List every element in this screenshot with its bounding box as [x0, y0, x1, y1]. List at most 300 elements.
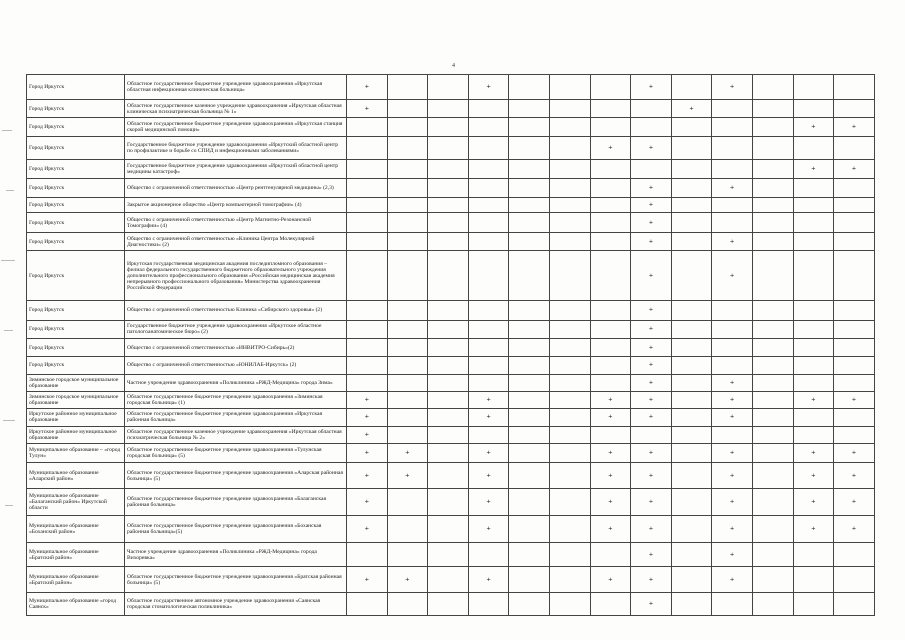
mark-cell: [752, 463, 793, 489]
table-row: [27, 75, 875, 100]
mark-cell: +: [347, 409, 388, 426]
mark-cell: +: [712, 232, 753, 250]
mark-cell: [752, 409, 793, 426]
mark-cell: +: [793, 489, 834, 516]
table-row: [27, 251, 875, 301]
mark-cell: +: [631, 178, 672, 197]
mark-cell: [590, 251, 631, 301]
mark-cell: [834, 136, 875, 160]
mark-cell: +: [347, 443, 388, 462]
mark-cell: +: [631, 251, 672, 301]
mark-cell: [712, 118, 753, 136]
mark-cell: [712, 426, 753, 443]
mark-cell: [509, 99, 550, 117]
mark-cell: +: [712, 567, 753, 593]
mark-cell: [347, 320, 388, 338]
mark-cell: [834, 593, 875, 616]
mark-cell: [549, 75, 590, 100]
mark-cell: [834, 409, 875, 426]
mark-cell: [671, 213, 712, 232]
mark-cell: [387, 178, 428, 197]
municipality-cell: Город Иркутск: [27, 301, 125, 320]
mark-cell: +: [712, 543, 753, 567]
mark-cell: +: [631, 338, 672, 356]
mark-cell: [590, 75, 631, 100]
mark-cell: [347, 118, 388, 136]
mark-cell: [671, 338, 712, 356]
mark-cell: +: [347, 516, 388, 543]
table-row: [27, 136, 875, 160]
mark-cell: [752, 213, 793, 232]
organization-cell: Областное государственное казенное учреждение здравоохранения «Иркутская областная клиническая психиатрическая больница № 1»: [125, 99, 347, 117]
mark-cell: [752, 489, 793, 516]
mark-cell: +: [590, 489, 631, 516]
table-row: [27, 443, 875, 462]
mark-cell: +: [387, 443, 428, 462]
mark-cell: [752, 75, 793, 100]
mark-cell: [549, 160, 590, 178]
mark-cell: +: [834, 118, 875, 136]
mark-cell: [509, 463, 550, 489]
mark-cell: [671, 543, 712, 567]
table-row: [27, 567, 875, 593]
mark-cell: +: [468, 409, 509, 426]
mark-cell: +: [631, 543, 672, 567]
municipality-cell: Город Иркутск: [27, 99, 125, 117]
mark-cell: [834, 178, 875, 197]
mark-cell: +: [712, 374, 753, 391]
mark-cell: [549, 357, 590, 374]
mark-cell: +: [712, 489, 753, 516]
mark-cell: [468, 251, 509, 301]
table-row: [27, 118, 875, 136]
mark-cell: [428, 251, 469, 301]
mark-cell: +: [590, 443, 631, 462]
mark-cell: +: [793, 516, 834, 543]
mark-cell: [428, 593, 469, 616]
mark-cell: [549, 99, 590, 117]
mark-cell: [590, 99, 631, 117]
mark-cell: [631, 160, 672, 178]
mark-cell: [509, 443, 550, 462]
mark-cell: [712, 213, 753, 232]
mark-cell: +: [590, 136, 631, 160]
mark-cell: [834, 567, 875, 593]
mark-cell: +: [712, 443, 753, 462]
mark-cell: [387, 99, 428, 117]
mark-cell: [752, 391, 793, 408]
mark-cell: [549, 567, 590, 593]
mark-cell: [793, 593, 834, 616]
mark-cell: [793, 213, 834, 232]
mark-cell: [712, 198, 753, 213]
mark-cell: [590, 426, 631, 443]
municipality-cell: Муниципальное образование «город Саянск»: [27, 593, 125, 616]
mark-cell: +: [631, 198, 672, 213]
mark-cell: [428, 301, 469, 320]
mark-cell: [590, 357, 631, 374]
organization-cell: Областное государственное бюджетное учреждение здравоохранения «Тулунская городская больница» (5): [125, 443, 347, 462]
table-row: [27, 516, 875, 543]
mark-cell: +: [631, 136, 672, 160]
mark-cell: +: [631, 516, 672, 543]
mark-cell: [671, 160, 712, 178]
scan-margin-noise: [0, 0, 24, 640]
mark-cell: [428, 213, 469, 232]
mark-cell: +: [631, 593, 672, 616]
mark-cell: +: [671, 99, 712, 117]
organization-cell: Областное государственное казенное учреждение здравоохранения «Иркутская областная психиатрическая больница № 2»: [125, 426, 347, 443]
mark-cell: [549, 213, 590, 232]
mark-cell: +: [468, 567, 509, 593]
mark-cell: [509, 301, 550, 320]
mark-cell: [549, 443, 590, 462]
mark-cell: [793, 374, 834, 391]
mark-cell: +: [793, 118, 834, 136]
mark-cell: [428, 178, 469, 197]
mark-cell: [468, 426, 509, 443]
municipality-cell: Город Иркутск: [27, 160, 125, 178]
mark-cell: [752, 567, 793, 593]
mark-cell: [671, 136, 712, 160]
mark-cell: [509, 543, 550, 567]
mark-cell: [834, 232, 875, 250]
mark-cell: [387, 516, 428, 543]
mark-cell: [671, 516, 712, 543]
mark-cell: +: [468, 516, 509, 543]
organization-cell: Областное государственное бюджетное учреждение здравоохранения «Балаганская районная больница»: [125, 489, 347, 516]
mark-cell: [590, 118, 631, 136]
mark-cell: [428, 543, 469, 567]
mark-cell: [468, 338, 509, 356]
mark-cell: [468, 136, 509, 160]
mark-cell: [387, 136, 428, 160]
organization-cell: Государственное бюджетное учреждение здравоохранения «Иркутский областной центр по профилактике и борьбе со СПИД и инфекционными заболеваниями»: [125, 136, 347, 160]
mark-cell: [468, 320, 509, 338]
mark-cell: [549, 426, 590, 443]
mark-cell: [752, 443, 793, 462]
mark-cell: [752, 301, 793, 320]
mark-cell: +: [590, 463, 631, 489]
mark-cell: +: [468, 75, 509, 100]
mark-cell: [752, 99, 793, 117]
mark-cell: +: [387, 463, 428, 489]
mark-cell: +: [631, 357, 672, 374]
mark-cell: [752, 118, 793, 136]
mark-cell: [428, 357, 469, 374]
mark-cell: [712, 593, 753, 616]
mark-cell: [509, 136, 550, 160]
mark-cell: +: [631, 489, 672, 516]
mark-cell: +: [631, 213, 672, 232]
mark-cell: [509, 178, 550, 197]
mark-cell: [590, 338, 631, 356]
mark-cell: +: [347, 99, 388, 117]
mark-cell: +: [387, 567, 428, 593]
mark-cell: [347, 198, 388, 213]
mark-cell: +: [347, 489, 388, 516]
mark-cell: [712, 136, 753, 160]
mark-cell: [712, 301, 753, 320]
mark-cell: [428, 391, 469, 408]
mark-cell: [509, 489, 550, 516]
mark-cell: [752, 593, 793, 616]
mark-cell: [428, 232, 469, 250]
mark-cell: [671, 426, 712, 443]
mark-cell: [793, 567, 834, 593]
mark-cell: [549, 593, 590, 616]
mark-cell: [387, 198, 428, 213]
mark-cell: [631, 426, 672, 443]
mark-cell: [428, 443, 469, 462]
mark-cell: [387, 426, 428, 443]
mark-cell: [549, 320, 590, 338]
mark-cell: [387, 232, 428, 250]
mark-cell: [590, 198, 631, 213]
mark-cell: [509, 213, 550, 232]
mark-cell: [590, 374, 631, 391]
table-row: [27, 198, 875, 213]
mark-cell: [468, 357, 509, 374]
mark-cell: [834, 75, 875, 100]
mark-cell: [347, 232, 388, 250]
mark-cell: [549, 543, 590, 567]
mark-cell: [428, 489, 469, 516]
mark-cell: [468, 301, 509, 320]
mark-cell: [387, 409, 428, 426]
mark-cell: [752, 374, 793, 391]
mark-cell: +: [468, 443, 509, 462]
organization-cell: Общество с ограниченной ответственностью «Центр Магнитно-Резонансной Томографии» (4): [125, 213, 347, 232]
mark-cell: [468, 543, 509, 567]
organization-cell: Областное государственное бюджетное учреждение здравоохранения «Иркутская станция скорой медицинской помощи»: [125, 118, 347, 136]
mark-cell: [428, 198, 469, 213]
mark-cell: [793, 338, 834, 356]
mark-cell: +: [712, 391, 753, 408]
mark-cell: [793, 320, 834, 338]
mark-cell: [509, 198, 550, 213]
mark-cell: [752, 516, 793, 543]
mark-cell: [671, 443, 712, 462]
mark-cell: [468, 198, 509, 213]
mark-cell: [468, 99, 509, 117]
mark-cell: [509, 75, 550, 100]
mark-cell: +: [712, 463, 753, 489]
mark-cell: [509, 320, 550, 338]
mark-cell: [752, 251, 793, 301]
mark-cell: [387, 593, 428, 616]
mark-cell: [590, 178, 631, 197]
organization-cell: Частное учреждение здравоохранения «Поликлиника «РЖД-Медицина» города Зима»: [125, 374, 347, 391]
page-number: 4: [452, 63, 455, 69]
mark-cell: [834, 357, 875, 374]
mark-cell: +: [347, 391, 388, 408]
mark-cell: [752, 160, 793, 178]
mark-cell: [428, 99, 469, 117]
mark-cell: +: [631, 463, 672, 489]
mark-cell: +: [590, 567, 631, 593]
mark-cell: [793, 232, 834, 250]
mark-cell: [387, 338, 428, 356]
table-row: [27, 301, 875, 320]
mark-cell: [428, 567, 469, 593]
mark-cell: +: [468, 391, 509, 408]
mark-cell: +: [834, 463, 875, 489]
mark-cell: [671, 391, 712, 408]
mark-cell: [834, 543, 875, 567]
mark-cell: +: [793, 443, 834, 462]
mark-cell: [549, 489, 590, 516]
mark-cell: [671, 232, 712, 250]
municipality-cell: Город Иркутск: [27, 251, 125, 301]
mark-cell: [387, 118, 428, 136]
mark-cell: [428, 516, 469, 543]
municipality-cell: Муниципальное образование «Балаганский район» Иркутской области: [27, 489, 125, 516]
mark-cell: [509, 118, 550, 136]
mark-cell: [671, 593, 712, 616]
mark-cell: [549, 198, 590, 213]
mark-cell: [549, 391, 590, 408]
mark-cell: [509, 426, 550, 443]
organization-cell: Областное государственное бюджетное учреждение здравоохранения «Боханская районная больница»(5): [125, 516, 347, 543]
mark-cell: [387, 374, 428, 391]
municipality-cell: Город Иркутск: [27, 75, 125, 100]
mark-cell: [834, 301, 875, 320]
mark-cell: +: [631, 232, 672, 250]
mark-cell: [428, 426, 469, 443]
mark-cell: [347, 301, 388, 320]
municipality-cell: Муниципальное образование «Братский район»: [27, 567, 125, 593]
mark-cell: [793, 75, 834, 100]
mark-cell: [793, 301, 834, 320]
table-row: [27, 320, 875, 338]
municipality-cell: Иркутское районное муниципальное образование: [27, 409, 125, 426]
mark-cell: [428, 75, 469, 100]
mark-cell: [752, 338, 793, 356]
municipality-cell: Муниципальное образование – «город Тулун»: [27, 443, 125, 462]
organization-cell: Общество с ограниченной ответственностью «Центр рентгенулярной медицины» (2,3): [125, 178, 347, 197]
mark-cell: [590, 160, 631, 178]
mark-cell: [712, 99, 753, 117]
mark-cell: [590, 301, 631, 320]
mark-cell: +: [834, 443, 875, 462]
mark-cell: [428, 118, 469, 136]
mark-cell: [509, 516, 550, 543]
mark-cell: [549, 374, 590, 391]
municipality-cell: Город Иркутск: [27, 136, 125, 160]
table-row: [27, 178, 875, 197]
municipality-cell: Муниципальное образование «Боханский район»: [27, 516, 125, 543]
mark-cell: +: [590, 391, 631, 408]
mark-cell: [509, 567, 550, 593]
mark-cell: [549, 251, 590, 301]
mark-cell: [387, 160, 428, 178]
mark-cell: [468, 232, 509, 250]
organization-cell: Частное учреждение здравоохранения «Поликлиника «РЖД-Медицина» города Вихоревка»: [125, 543, 347, 567]
mark-cell: [549, 178, 590, 197]
mark-cell: +: [793, 160, 834, 178]
mark-cell: +: [631, 391, 672, 408]
table-row: [27, 489, 875, 516]
mark-cell: +: [834, 160, 875, 178]
table-row: [27, 232, 875, 250]
mark-cell: [509, 357, 550, 374]
organization-cell: Областное государственное бюджетное учреждение здравоохранения «Аларская районная больница» (5): [125, 463, 347, 489]
mark-cell: +: [631, 409, 672, 426]
mark-cell: +: [712, 516, 753, 543]
mark-cell: [793, 409, 834, 426]
mark-cell: [468, 160, 509, 178]
mark-cell: [752, 426, 793, 443]
table-row: [27, 160, 875, 178]
organization-cell: Общество с ограниченной ответственностью «ИНВИТРО-Сибирь»(2): [125, 338, 347, 356]
mark-cell: [752, 543, 793, 567]
mark-cell: +: [631, 374, 672, 391]
mark-cell: [347, 593, 388, 616]
mark-cell: [752, 136, 793, 160]
table-row: [27, 409, 875, 426]
mark-cell: [671, 251, 712, 301]
mark-cell: +: [347, 463, 388, 489]
mark-cell: [509, 160, 550, 178]
mark-cell: +: [834, 489, 875, 516]
mark-cell: [752, 232, 793, 250]
mark-cell: [793, 251, 834, 301]
organization-cell: Общество с ограниченной ответственностью «Клиника Центра Молекулярной Диагностики» (2): [125, 232, 347, 250]
municipality-cell: Город Иркутск: [27, 198, 125, 213]
mark-cell: [428, 374, 469, 391]
mark-cell: [793, 198, 834, 213]
municipality-cell: Город Иркутск: [27, 320, 125, 338]
mark-cell: [347, 357, 388, 374]
mark-cell: [590, 213, 631, 232]
mark-cell: +: [631, 320, 672, 338]
municipality-cell: Город Иркутск: [27, 213, 125, 232]
mark-cell: [428, 136, 469, 160]
mark-cell: [671, 118, 712, 136]
mark-cell: +: [631, 301, 672, 320]
mark-cell: [834, 251, 875, 301]
mark-cell: +: [631, 567, 672, 593]
table-row: [27, 426, 875, 443]
mark-cell: [631, 99, 672, 117]
mark-cell: [712, 320, 753, 338]
mark-cell: [590, 320, 631, 338]
table-row: [27, 391, 875, 408]
mark-cell: [671, 567, 712, 593]
mark-cell: [428, 320, 469, 338]
organization-cell: Общество с ограниченной ответственностью «ЮНИЛАБ-Иркутск» (2): [125, 357, 347, 374]
mark-cell: [347, 213, 388, 232]
municipality-cell: Зиминское городское муниципальное образование: [27, 391, 125, 408]
mark-cell: [428, 463, 469, 489]
organization-cell: Закрытое акционерное общество «Центр компьютерной томографии» (4): [125, 198, 347, 213]
mark-cell: +: [712, 409, 753, 426]
mark-cell: [712, 338, 753, 356]
mark-cell: [549, 338, 590, 356]
municipality-cell: Зиминское городское муниципальное образование: [27, 374, 125, 391]
mark-cell: [752, 320, 793, 338]
mark-cell: [549, 232, 590, 250]
mark-cell: [671, 178, 712, 197]
mark-cell: [549, 136, 590, 160]
organization-cell: Областное государственное бюджетное учреждение здравоохранения «Иркутская районная больница»: [125, 409, 347, 426]
table-row: [27, 593, 875, 616]
mark-cell: [509, 338, 550, 356]
organization-cell: Государственное бюджетное учреждение здравоохранения «Иркутский областной центр медицины катастроф»: [125, 160, 347, 178]
mark-cell: +: [834, 516, 875, 543]
mark-cell: [428, 409, 469, 426]
